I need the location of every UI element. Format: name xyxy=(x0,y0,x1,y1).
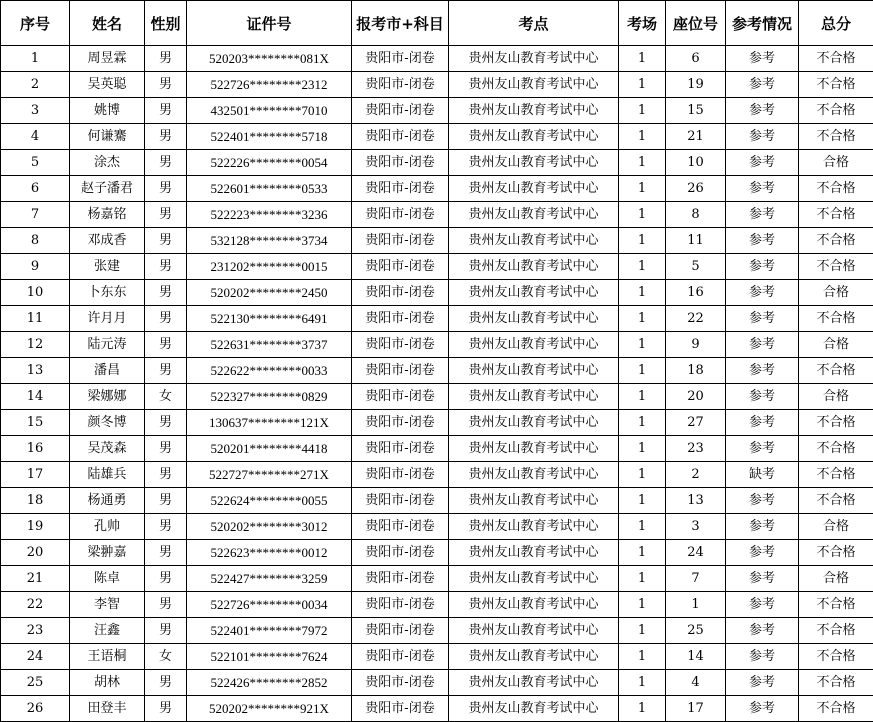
cell-name: 梁翀嘉 xyxy=(70,540,145,566)
cell-gender: 男 xyxy=(145,566,187,592)
cell-seat-number: 15 xyxy=(666,98,726,124)
cell-attendance: 参考 xyxy=(726,280,799,306)
cell-exam-room: 1 xyxy=(619,618,666,644)
cell-name: 姚博 xyxy=(70,98,145,124)
cell-total-score: 不合格 xyxy=(799,540,873,566)
cell-seat-number: 22 xyxy=(666,306,726,332)
cell-attendance: 参考 xyxy=(726,592,799,618)
cell-city-subject: 贵阳市-闭卷 xyxy=(352,436,449,462)
cell-exam-room: 1 xyxy=(619,306,666,332)
cell-exam-room: 1 xyxy=(619,72,666,98)
cell-city-subject: 贵阳市-闭卷 xyxy=(352,488,449,514)
cell-total-score: 不合格 xyxy=(799,98,873,124)
cell-seat-number: 9 xyxy=(666,332,726,358)
cell-total-score: 不合格 xyxy=(799,202,873,228)
cell-name: 王语桐 xyxy=(70,644,145,670)
cell-city-subject: 贵阳市-闭卷 xyxy=(352,670,449,696)
table-row xyxy=(1,566,873,592)
cell-index: 4 xyxy=(1,124,70,150)
cell-total-score: 不合格 xyxy=(799,306,873,332)
cell-exam-room: 1 xyxy=(619,566,666,592)
cell-total-score: 合格 xyxy=(799,384,873,410)
cell-gender: 男 xyxy=(145,254,187,280)
cell-id-number: 522130********6491 xyxy=(187,306,352,332)
table-row xyxy=(1,228,873,254)
cell-gender: 男 xyxy=(145,592,187,618)
cell-id-number: 520202********921X xyxy=(187,696,352,722)
cell-id-number: 522401********5718 xyxy=(187,124,352,150)
cell-name: 许月月 xyxy=(70,306,145,332)
cell-exam-site: 贵州友山教育考试中心 xyxy=(449,644,619,670)
cell-index: 5 xyxy=(1,150,70,176)
cell-city-subject: 贵阳市-闭卷 xyxy=(352,540,449,566)
header-city-subject: 报考市+科目 xyxy=(352,1,449,46)
cell-exam-site: 贵州友山教育考试中心 xyxy=(449,176,619,202)
cell-total-score: 不合格 xyxy=(799,696,873,722)
cell-gender: 男 xyxy=(145,202,187,228)
cell-exam-room: 1 xyxy=(619,514,666,540)
cell-name: 卜东东 xyxy=(70,280,145,306)
cell-city-subject: 贵阳市-闭卷 xyxy=(352,150,449,176)
cell-gender: 男 xyxy=(145,410,187,436)
cell-id-number: 432501********7010 xyxy=(187,98,352,124)
cell-id-number: 130637********121X xyxy=(187,410,352,436)
cell-seat-number: 25 xyxy=(666,618,726,644)
cell-exam-room: 1 xyxy=(619,202,666,228)
cell-exam-room: 1 xyxy=(619,332,666,358)
table-row xyxy=(1,306,873,332)
cell-exam-room: 1 xyxy=(619,98,666,124)
cell-exam-site: 贵州友山教育考试中心 xyxy=(449,254,619,280)
cell-gender: 男 xyxy=(145,462,187,488)
table-row xyxy=(1,462,873,488)
cell-exam-site: 贵州友山教育考试中心 xyxy=(449,332,619,358)
cell-total-score: 不合格 xyxy=(799,72,873,98)
table-row xyxy=(1,46,873,72)
cell-exam-room: 1 xyxy=(619,46,666,72)
cell-id-number: 522624********0055 xyxy=(187,488,352,514)
cell-exam-room: 1 xyxy=(619,124,666,150)
cell-gender: 男 xyxy=(145,124,187,150)
cell-id-number: 231202********0015 xyxy=(187,254,352,280)
cell-index: 18 xyxy=(1,488,70,514)
table-row xyxy=(1,410,873,436)
header-id-number: 证件号 xyxy=(187,1,352,46)
cell-gender: 男 xyxy=(145,72,187,98)
cell-city-subject: 贵阳市-闭卷 xyxy=(352,254,449,280)
table-row xyxy=(1,436,873,462)
cell-exam-room: 1 xyxy=(619,540,666,566)
cell-id-number: 522623********0012 xyxy=(187,540,352,566)
cell-total-score: 不合格 xyxy=(799,488,873,514)
table-body xyxy=(1,46,873,722)
cell-gender: 男 xyxy=(145,228,187,254)
cell-attendance: 参考 xyxy=(726,150,799,176)
cell-city-subject: 贵阳市-闭卷 xyxy=(352,228,449,254)
cell-seat-number: 5 xyxy=(666,254,726,280)
cell-attendance: 参考 xyxy=(726,410,799,436)
cell-total-score: 不合格 xyxy=(799,462,873,488)
cell-attendance: 参考 xyxy=(726,358,799,384)
cell-exam-site: 贵州友山教育考试中心 xyxy=(449,488,619,514)
cell-exam-room: 1 xyxy=(619,670,666,696)
cell-exam-room: 1 xyxy=(619,228,666,254)
cell-total-score: 合格 xyxy=(799,332,873,358)
cell-index: 22 xyxy=(1,592,70,618)
cell-city-subject: 贵阳市-闭卷 xyxy=(352,332,449,358)
cell-index: 6 xyxy=(1,176,70,202)
cell-total-score: 不合格 xyxy=(799,644,873,670)
cell-total-score: 合格 xyxy=(799,514,873,540)
cell-total-score: 不合格 xyxy=(799,254,873,280)
cell-total-score: 不合格 xyxy=(799,436,873,462)
cell-seat-number: 17 xyxy=(666,696,726,722)
cell-id-number: 522726********2312 xyxy=(187,72,352,98)
cell-id-number: 522223********3236 xyxy=(187,202,352,228)
cell-exam-room: 1 xyxy=(619,150,666,176)
table-header xyxy=(1,1,873,46)
cell-gender: 男 xyxy=(145,46,187,72)
cell-total-score: 合格 xyxy=(799,150,873,176)
cell-id-number: 532128********3734 xyxy=(187,228,352,254)
cell-gender: 男 xyxy=(145,436,187,462)
cell-name: 孔帅 xyxy=(70,514,145,540)
table-row xyxy=(1,72,873,98)
cell-exam-room: 1 xyxy=(619,176,666,202)
cell-id-number: 522327********0829 xyxy=(187,384,352,410)
cell-city-subject: 贵阳市-闭卷 xyxy=(352,384,449,410)
cell-exam-site: 贵州友山教育考试中心 xyxy=(449,150,619,176)
cell-city-subject: 贵阳市-闭卷 xyxy=(352,696,449,722)
cell-gender: 男 xyxy=(145,618,187,644)
cell-seat-number: 8 xyxy=(666,202,726,228)
cell-attendance: 参考 xyxy=(726,176,799,202)
cell-seat-number: 18 xyxy=(666,358,726,384)
cell-index: 7 xyxy=(1,202,70,228)
cell-seat-number: 10 xyxy=(666,150,726,176)
cell-gender: 男 xyxy=(145,98,187,124)
cell-exam-room: 1 xyxy=(619,384,666,410)
cell-total-score: 不合格 xyxy=(799,618,873,644)
cell-city-subject: 贵阳市-闭卷 xyxy=(352,306,449,332)
cell-name: 邓成香 xyxy=(70,228,145,254)
cell-city-subject: 贵阳市-闭卷 xyxy=(352,72,449,98)
cell-exam-site: 贵州友山教育考试中心 xyxy=(449,436,619,462)
cell-seat-number: 23 xyxy=(666,436,726,462)
cell-exam-site: 贵州友山教育考试中心 xyxy=(449,462,619,488)
cell-attendance: 参考 xyxy=(726,306,799,332)
cell-id-number: 520203********081X xyxy=(187,46,352,72)
cell-name: 杨嘉铭 xyxy=(70,202,145,228)
cell-total-score: 不合格 xyxy=(799,592,873,618)
table-row xyxy=(1,332,873,358)
cell-gender: 男 xyxy=(145,332,187,358)
cell-id-number: 522401********7972 xyxy=(187,618,352,644)
cell-seat-number: 19 xyxy=(666,72,726,98)
cell-id-number: 522631********3737 xyxy=(187,332,352,358)
cell-seat-number: 7 xyxy=(666,566,726,592)
cell-index: 20 xyxy=(1,540,70,566)
cell-attendance: 参考 xyxy=(726,644,799,670)
cell-attendance: 参考 xyxy=(726,696,799,722)
cell-attendance: 参考 xyxy=(726,618,799,644)
cell-index: 3 xyxy=(1,98,70,124)
cell-index: 26 xyxy=(1,696,70,722)
header-exam-room: 考场 xyxy=(619,1,666,46)
cell-name: 颜冬博 xyxy=(70,410,145,436)
cell-total-score: 不合格 xyxy=(799,228,873,254)
cell-total-score: 不合格 xyxy=(799,124,873,150)
cell-city-subject: 贵阳市-闭卷 xyxy=(352,202,449,228)
header-name: 姓名 xyxy=(70,1,145,46)
cell-city-subject: 贵阳市-闭卷 xyxy=(352,644,449,670)
cell-exam-site: 贵州友山教育考试中心 xyxy=(449,618,619,644)
cell-gender: 男 xyxy=(145,150,187,176)
cell-attendance: 参考 xyxy=(726,98,799,124)
cell-name: 田登丰 xyxy=(70,696,145,722)
cell-id-number: 520202********2450 xyxy=(187,280,352,306)
cell-gender: 男 xyxy=(145,176,187,202)
cell-name: 何谦騫 xyxy=(70,124,145,150)
cell-name: 陈卓 xyxy=(70,566,145,592)
cell-seat-number: 6 xyxy=(666,46,726,72)
cell-city-subject: 贵阳市-闭卷 xyxy=(352,618,449,644)
cell-gender: 男 xyxy=(145,358,187,384)
cell-attendance: 参考 xyxy=(726,228,799,254)
cell-index: 21 xyxy=(1,566,70,592)
cell-exam-site: 贵州友山教育考试中心 xyxy=(449,592,619,618)
cell-name: 吴英聪 xyxy=(70,72,145,98)
cell-city-subject: 贵阳市-闭卷 xyxy=(352,592,449,618)
cell-total-score: 合格 xyxy=(799,566,873,592)
cell-total-score: 不合格 xyxy=(799,176,873,202)
cell-index: 12 xyxy=(1,332,70,358)
table-row xyxy=(1,696,873,722)
cell-exam-site: 贵州友山教育考试中心 xyxy=(449,228,619,254)
cell-id-number: 522101********7624 xyxy=(187,644,352,670)
cell-id-number: 522427********3259 xyxy=(187,566,352,592)
cell-attendance: 参考 xyxy=(726,72,799,98)
table-row xyxy=(1,540,873,566)
cell-exam-room: 1 xyxy=(619,488,666,514)
cell-index: 16 xyxy=(1,436,70,462)
cell-city-subject: 贵阳市-闭卷 xyxy=(352,410,449,436)
cell-index: 23 xyxy=(1,618,70,644)
cell-total-score: 不合格 xyxy=(799,670,873,696)
header-seat-number: 座位号 xyxy=(666,1,726,46)
cell-seat-number: 16 xyxy=(666,280,726,306)
cell-attendance: 参考 xyxy=(726,514,799,540)
cell-exam-room: 1 xyxy=(619,280,666,306)
cell-id-number: 522622********0033 xyxy=(187,358,352,384)
cell-name: 陆雄兵 xyxy=(70,462,145,488)
cell-id-number: 520202********3012 xyxy=(187,514,352,540)
cell-city-subject: 贵阳市-闭卷 xyxy=(352,462,449,488)
table-row xyxy=(1,592,873,618)
cell-total-score: 不合格 xyxy=(799,410,873,436)
cell-attendance: 缺考 xyxy=(726,462,799,488)
cell-attendance: 参考 xyxy=(726,540,799,566)
table-row xyxy=(1,124,873,150)
cell-id-number: 522727********271X xyxy=(187,462,352,488)
cell-name: 赵子潘君 xyxy=(70,176,145,202)
cell-exam-room: 1 xyxy=(619,410,666,436)
table-row xyxy=(1,384,873,410)
table-row xyxy=(1,488,873,514)
cell-total-score: 不合格 xyxy=(799,358,873,384)
cell-gender: 男 xyxy=(145,514,187,540)
cell-city-subject: 贵阳市-闭卷 xyxy=(352,280,449,306)
cell-exam-room: 1 xyxy=(619,462,666,488)
cell-gender: 男 xyxy=(145,488,187,514)
header-attendance: 参考情况 xyxy=(726,1,799,46)
cell-total-score: 合格 xyxy=(799,280,873,306)
cell-id-number: 520201********4418 xyxy=(187,436,352,462)
cell-name: 吴茂森 xyxy=(70,436,145,462)
table-row xyxy=(1,176,873,202)
cell-gender: 男 xyxy=(145,540,187,566)
cell-total-score: 不合格 xyxy=(799,46,873,72)
cell-seat-number: 24 xyxy=(666,540,726,566)
cell-gender: 男 xyxy=(145,696,187,722)
cell-index: 1 xyxy=(1,46,70,72)
cell-index: 2 xyxy=(1,72,70,98)
cell-name: 李智 xyxy=(70,592,145,618)
cell-exam-site: 贵州友山教育考试中心 xyxy=(449,124,619,150)
cell-seat-number: 20 xyxy=(666,384,726,410)
cell-exam-site: 贵州友山教育考试中心 xyxy=(449,280,619,306)
cell-seat-number: 2 xyxy=(666,462,726,488)
table-row xyxy=(1,150,873,176)
cell-exam-site: 贵州友山教育考试中心 xyxy=(449,670,619,696)
cell-exam-site: 贵州友山教育考试中心 xyxy=(449,384,619,410)
cell-seat-number: 4 xyxy=(666,670,726,696)
cell-id-number: 522601********0533 xyxy=(187,176,352,202)
cell-index: 19 xyxy=(1,514,70,540)
cell-index: 15 xyxy=(1,410,70,436)
cell-index: 17 xyxy=(1,462,70,488)
cell-exam-site: 贵州友山教育考试中心 xyxy=(449,358,619,384)
cell-index: 11 xyxy=(1,306,70,332)
cell-city-subject: 贵阳市-闭卷 xyxy=(352,124,449,150)
cell-name: 潘昌 xyxy=(70,358,145,384)
cell-city-subject: 贵阳市-闭卷 xyxy=(352,98,449,124)
cell-exam-site: 贵州友山教育考试中心 xyxy=(449,72,619,98)
cell-seat-number: 13 xyxy=(666,488,726,514)
cell-attendance: 参考 xyxy=(726,46,799,72)
cell-attendance: 参考 xyxy=(726,566,799,592)
cell-gender: 女 xyxy=(145,384,187,410)
table-row xyxy=(1,98,873,124)
cell-index: 25 xyxy=(1,670,70,696)
cell-exam-room: 1 xyxy=(619,644,666,670)
cell-index: 10 xyxy=(1,280,70,306)
cell-name: 胡林 xyxy=(70,670,145,696)
cell-exam-site: 贵州友山教育考试中心 xyxy=(449,98,619,124)
cell-exam-site: 贵州友山教育考试中心 xyxy=(449,306,619,332)
cell-name: 汪鑫 xyxy=(70,618,145,644)
cell-gender: 男 xyxy=(145,280,187,306)
cell-city-subject: 贵阳市-闭卷 xyxy=(352,358,449,384)
cell-seat-number: 27 xyxy=(666,410,726,436)
cell-exam-site: 贵州友山教育考试中心 xyxy=(449,202,619,228)
cell-exam-room: 1 xyxy=(619,696,666,722)
cell-id-number: 522226********0054 xyxy=(187,150,352,176)
header-row xyxy=(1,1,873,46)
cell-attendance: 参考 xyxy=(726,488,799,514)
cell-city-subject: 贵阳市-闭卷 xyxy=(352,46,449,72)
table-row xyxy=(1,514,873,540)
cell-attendance: 参考 xyxy=(726,254,799,280)
cell-attendance: 参考 xyxy=(726,202,799,228)
cell-gender: 男 xyxy=(145,306,187,332)
cell-city-subject: 贵阳市-闭卷 xyxy=(352,514,449,540)
header-index: 序号 xyxy=(1,1,70,46)
cell-exam-room: 1 xyxy=(619,358,666,384)
cell-exam-room: 1 xyxy=(619,592,666,618)
table-row xyxy=(1,202,873,228)
header-total-score: 总分 xyxy=(799,1,873,46)
cell-attendance: 参考 xyxy=(726,124,799,150)
cell-seat-number: 14 xyxy=(666,644,726,670)
cell-name: 周昱霖 xyxy=(70,46,145,72)
cell-exam-site: 贵州友山教育考试中心 xyxy=(449,514,619,540)
table-row xyxy=(1,358,873,384)
header-exam-site: 考点 xyxy=(449,1,619,46)
cell-attendance: 参考 xyxy=(726,384,799,410)
table-row xyxy=(1,280,873,306)
cell-exam-room: 1 xyxy=(619,254,666,280)
cell-city-subject: 贵阳市-闭卷 xyxy=(352,176,449,202)
cell-exam-site: 贵州友山教育考试中心 xyxy=(449,410,619,436)
cell-index: 14 xyxy=(1,384,70,410)
table-row xyxy=(1,618,873,644)
table-row xyxy=(1,644,873,670)
cell-index: 13 xyxy=(1,358,70,384)
cell-name: 陆元涛 xyxy=(70,332,145,358)
cell-name: 张建 xyxy=(70,254,145,280)
cell-attendance: 参考 xyxy=(726,436,799,462)
cell-exam-site: 贵州友山教育考试中心 xyxy=(449,540,619,566)
cell-exam-site: 贵州友山教育考试中心 xyxy=(449,696,619,722)
cell-gender: 男 xyxy=(145,670,187,696)
table-row xyxy=(1,254,873,280)
cell-seat-number: 11 xyxy=(666,228,726,254)
cell-gender: 女 xyxy=(145,644,187,670)
cell-attendance: 参考 xyxy=(726,332,799,358)
cell-city-subject: 贵阳市-闭卷 xyxy=(352,566,449,592)
cell-exam-site: 贵州友山教育考试中心 xyxy=(449,566,619,592)
cell-exam-site: 贵州友山教育考试中心 xyxy=(449,46,619,72)
cell-index: 8 xyxy=(1,228,70,254)
cell-seat-number: 21 xyxy=(666,124,726,150)
cell-name: 杨通勇 xyxy=(70,488,145,514)
cell-seat-number: 1 xyxy=(666,592,726,618)
header-gender: 性别 xyxy=(145,1,187,46)
cell-name: 涂杰 xyxy=(70,150,145,176)
cell-index: 9 xyxy=(1,254,70,280)
cell-id-number: 522726********0034 xyxy=(187,592,352,618)
cell-exam-room: 1 xyxy=(619,436,666,462)
cell-attendance: 参考 xyxy=(726,670,799,696)
table-row xyxy=(1,670,873,696)
cell-name: 梁娜娜 xyxy=(70,384,145,410)
cell-id-number: 522426********2852 xyxy=(187,670,352,696)
cell-seat-number: 3 xyxy=(666,514,726,540)
cell-index: 24 xyxy=(1,644,70,670)
cell-seat-number: 26 xyxy=(666,176,726,202)
